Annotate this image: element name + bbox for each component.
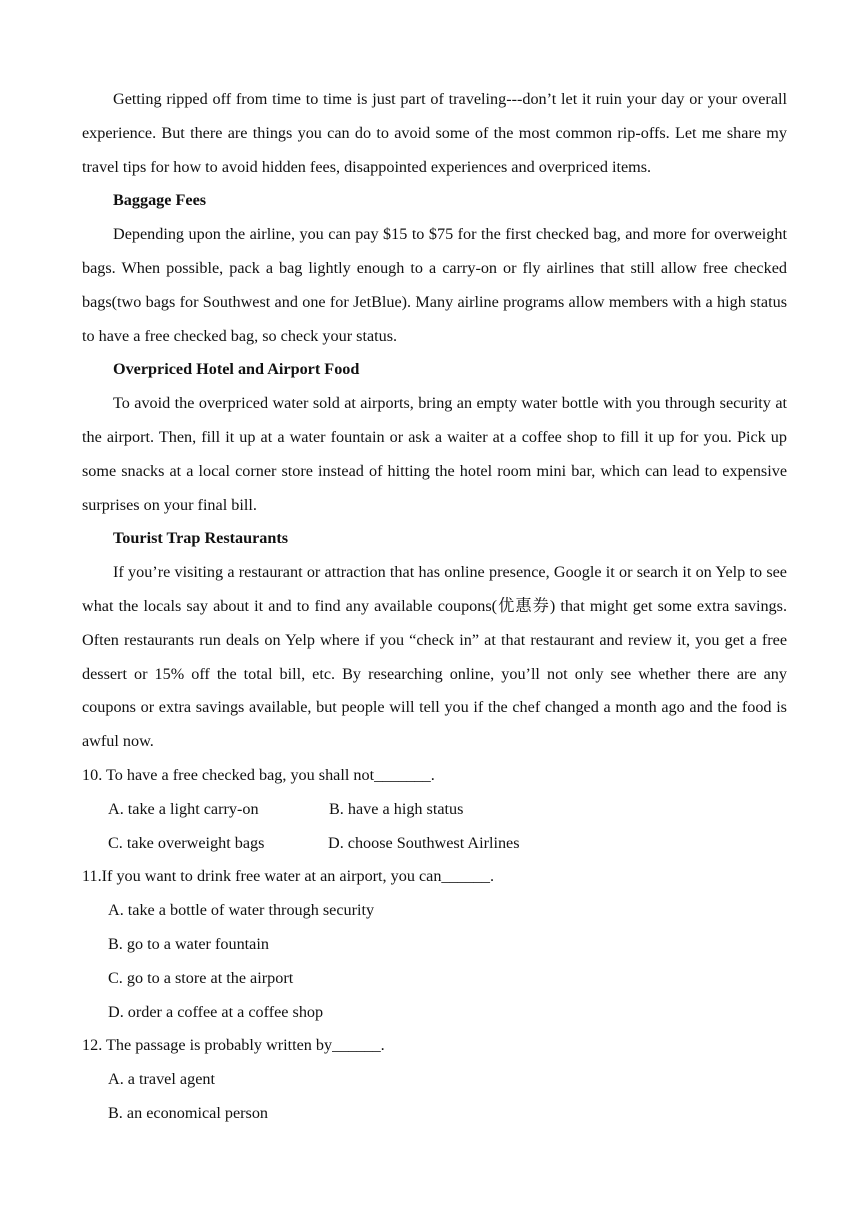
question-10-options-row-1 [82,793,787,827]
question-10-option-d: D. choose Southwest Airlines [328,833,520,852]
question-10-option-a: A. take a light carry-on [108,799,259,818]
question-12-stem: 12. The passage is probably written by______. [82,1036,385,1055]
question-10-option-c: C. take overweight bags [108,833,265,852]
question-11-option-d: D. order a coffee at a coffee shop [108,1002,324,1021]
question-11-option-b: B. go to a water fountain [108,934,269,953]
section-text-baggage-fees: Depending upon the airline, you can pay $15 to $75 for the first checked bag, and more for overweight bags. When possible, pack a bag lightly enough to a carry-on or fly airlines that still allow free checked bags(two bags for Southwest and one for JetBlue). Many airline programs allow members with a high status to have a free checked bag, so check your status. [82,225,787,345]
question-11-stem: 11.If you want to drink free water at an airport, you can______. [82,867,495,886]
section-heading-baggage-fees: Baggage Fees [113,191,207,210]
document-content [82,83,787,1131]
section-heading-overpriced-food: Overpriced Hotel and Airport Food [113,360,360,379]
section-text-tourist-trap: If you’re visiting a restaurant or attraction that has online presence, Google it or search it on Yelp to see what the locals say about it and to find any available coupons(优惠券) that might get some extra savings. Often restaurants run deals on Yelp where if you “check in” at that restaurant and review it, you get a free dessert or 15% off the total bill, etc. By researching online, you’ll not only see whether there are any coupons or extra savings available, but people will tell you if the chef changed a month ago and the food is awful now. [82,563,787,751]
section-heading-tourist-trap: Tourist Trap Restaurants [113,529,289,548]
question-10-option-b: B. have a high status [329,799,464,818]
question-10-options-row-2 [82,827,787,861]
question-10-stem: 10. To have a free checked bag, you shall not_______. [82,765,435,784]
section-text-overpriced-food: To avoid the overpriced water sold at airports, bring an empty water bottle with you through security at the airport. Then, fill it up at a water fountain or ask a waiter at a coffee shop to fill it up for you. Pick up some snacks at a local corner store instead of hitting the hotel room mini bar, which can lead to expensive surprises on your final bill. [82,394,787,514]
question-11-option-c: C. go to a store at the airport [108,968,294,987]
question-12-option-a: A. a travel agent [108,1070,215,1089]
question-11-option-a: A. take a bottle of water through security [108,901,375,920]
intro-paragraph: Getting ripped off from time to time is just part of traveling---don’t let it ruin your day or your overall experience. But there are things you can do to avoid some of the most common rip-offs. Let me share my travel tips for how to avoid hidden fees, disappointed experiences and overpriced items. [82,90,787,176]
question-12-option-b: B. an economical person [108,1103,269,1122]
